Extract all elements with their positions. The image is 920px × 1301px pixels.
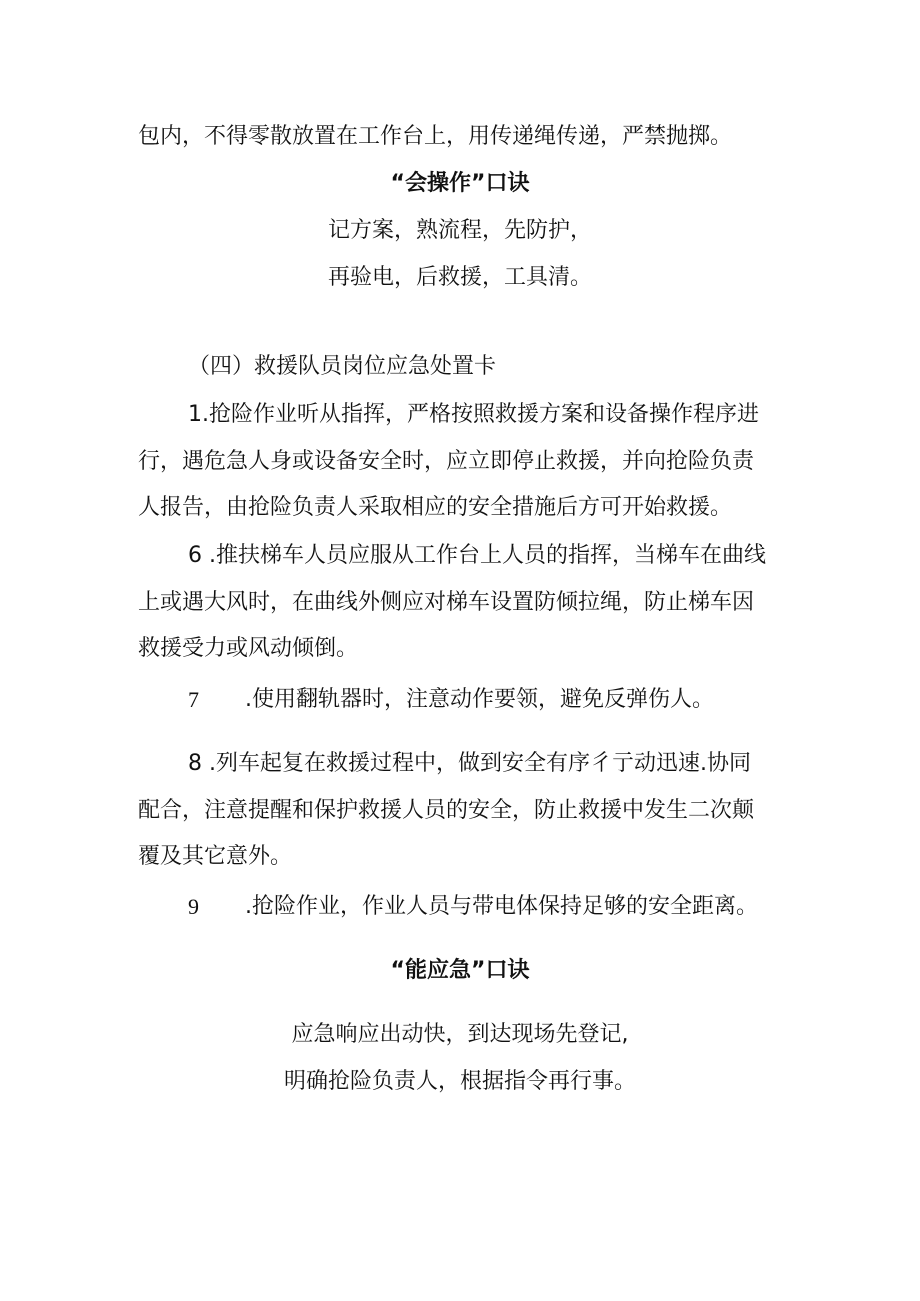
item1-line-1: 1.抢险作业听从指挥，严格按照救援方案和设备操作程序进 [188,402,759,427]
item9-text: .抢险作业，作业人员与带电体保持足够的安全距离。 [245,894,758,919]
item6-line-1: 6 .推扶梯车人员应服从工作台上人员的指挥，当梯车在曲线 [188,543,766,568]
item7-number: 7 [188,687,199,712]
item1-line-3: 人报告，由抢险负责人采取相应的安全措施后方可开始救援。 [138,495,733,520]
section-heading: （四）救援队员岗位应急处置卡 [188,354,497,379]
item6-line-3: 救援受力或风动倾倒。 [138,636,359,661]
operate-verse-line-2: 再验电，后救援，工具清。 [327,265,592,290]
item1-line-2: 行，遇危急人身或设备安全时，应立即停止救援，并向抢险负责 [138,449,755,474]
operate-title: “会操作”口诀 [390,171,530,196]
item7-text: .使用翻轨器时，注意动作要领，避免反弹伤人。 [245,687,714,712]
item8-line-3: 覆及其它意外。 [138,844,293,869]
operate-verse-line-1: 记方案，熟流程，先防护， [327,218,592,243]
emergency-verse-line-2: 明确抢险负责人，根据指令再行事。 [283,1069,636,1094]
item8-line-1: 8 .列车起复在救援过程中，做到安全有序彳亍动迅速.协同 [188,751,751,776]
emergency-title: “能应急”口诀 [390,958,530,983]
emergency-verse-line-1: 应急响应出动快，到达现场先登记, [291,1022,629,1047]
item9-number: 9 [188,894,199,919]
intro-line: 包内，不得零散放置在工作台上，用传递绳传递，严禁抛掷。 [138,124,733,149]
item6-line-2: 上或遇大风时，在曲线外侧应对梯车设置防倾拉绳，防止梯车因 [138,590,755,615]
item8-line-2: 配合，注意提醒和保护救援人员的安全，防止救援中发生二次颠 [138,798,755,823]
